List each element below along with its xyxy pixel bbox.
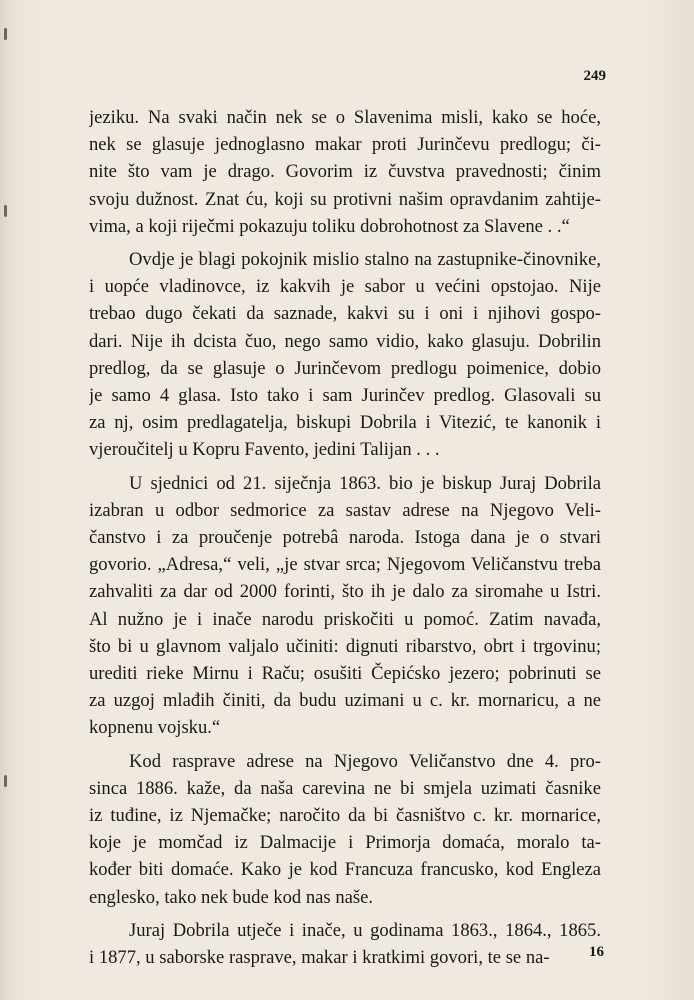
text-line: za uzgoj mlađih činiti, da budu uzimani u c. kr. mornaricu, a ne [89, 690, 601, 712]
text-line: U sjednici od 21. siječnja 1863. bio je biskup Juraj Dobrila [129, 472, 601, 494]
text-line: je samo 4 glasa. Isto tako i sam Jurinčev predlog. Glasovali su [89, 385, 601, 407]
text-line: izabran u odbor sedmorice za sastav adrese na Njegovo Veli- [89, 499, 601, 521]
text-line: čanstvo i za proučenje potrebâ naroda. Istoga dana je o stvari [89, 527, 601, 549]
text-line: englesko, tako nek bude kod nas naše. [89, 886, 373, 908]
text-line: svoju dužnost. Znat ću, koji su protivni našim opravdanim zahtije- [89, 188, 601, 210]
text-line: iz tuđine, iz Njemačke; naročito da bi časništvo c. kr. mornarice, [89, 805, 601, 827]
text-line: kođer biti domaće. Kako je kod Francuza francusko, kod Engleza [89, 859, 601, 881]
text-line: Ovdje je blagi pokojnik mislio stalno na zastupnike-činovnike, [129, 249, 601, 271]
text-line: vima, a koji riječmi pokazuju toliku dobrohotnost za Slavene . .“ [89, 215, 570, 237]
text-line: nek se glasuje jednoglasno makar proti Jurinčevu predlogu; či- [89, 134, 601, 156]
text-line: jeziku. Na svaki način nek se o Slavenima misli, kako se hoće, [89, 107, 601, 128]
paragraph [89, 917, 601, 971]
text-line: dari. Nije ih dcista čuo, nego samo vidio, kako glasuju. Dobrilin [89, 330, 601, 352]
paragraph [89, 104, 601, 240]
text-line: za nj, osim predlagatelja, biskupi Dobrila i Vitezić, te kanonik i [89, 412, 601, 434]
text-line: sinca 1886. kaže, da naša carevina ne bi smjela uzimati časnike [89, 777, 601, 799]
text-line: kopnenu vojsku.“ [89, 717, 221, 739]
text-line: urediti rieke Mirnu i Raču; osušiti Čepićsko jezero; pobrinuti se [89, 663, 601, 685]
binding-mark [4, 28, 7, 40]
text-line: trebao dugo čekati da saznade, kakvi su i oni i njihovi gospo- [89, 303, 601, 325]
text-line: i 1877, u saborske rasprave, makar i kratkimi govori, te se na- [89, 947, 550, 969]
text-line: Kod rasprave adrese na Njegovo Veličanstvo dne 4. pro- [129, 750, 601, 772]
text-line: govorio. „Adresa,“ veli, „je stvar srca; Njegovom Veličanstvu treba [89, 554, 601, 576]
binding-mark [4, 205, 7, 217]
paragraph [89, 246, 601, 464]
text-line: Al nužno je i inače narodu priskočiti u pomoć. Zatim navađa, [89, 608, 601, 630]
text-line: što bi u glavnom valjalo učiniti: dignuti ribarstvo, obrt i trgovinu; [89, 635, 601, 657]
paragraph [89, 470, 601, 742]
text-line: predlog, da se glasuje o Jurinčevom predlogu poimenice, dobio [89, 357, 601, 379]
text-line: vjeroučitelj u Kopru Favento, jedini Talijan . . . [89, 439, 440, 461]
paragraph [89, 748, 601, 911]
text-line: nite što vam je drago. Govorim iz čuvstva pravednosti; činim [89, 161, 601, 183]
text-line: i uopće vladinovce, iz kakvih je sabor u većini opstojao. Nije [89, 276, 601, 298]
text-line: Juraj Dobrila utječe i inače, u godinama 1863., 1864., 1865. [129, 919, 601, 941]
body-text [89, 104, 601, 971]
text-line: koje je momčad iz Dalmacije i Primorja domaća, moralo ta- [89, 832, 601, 854]
binding-mark [4, 775, 7, 787]
text-line: zahvaliti za dar od 2000 forinti, što ih je dalo za siromahe u Istri. [89, 581, 601, 603]
page-number: 249 [583, 68, 606, 84]
signature-mark: 16 [589, 944, 604, 960]
